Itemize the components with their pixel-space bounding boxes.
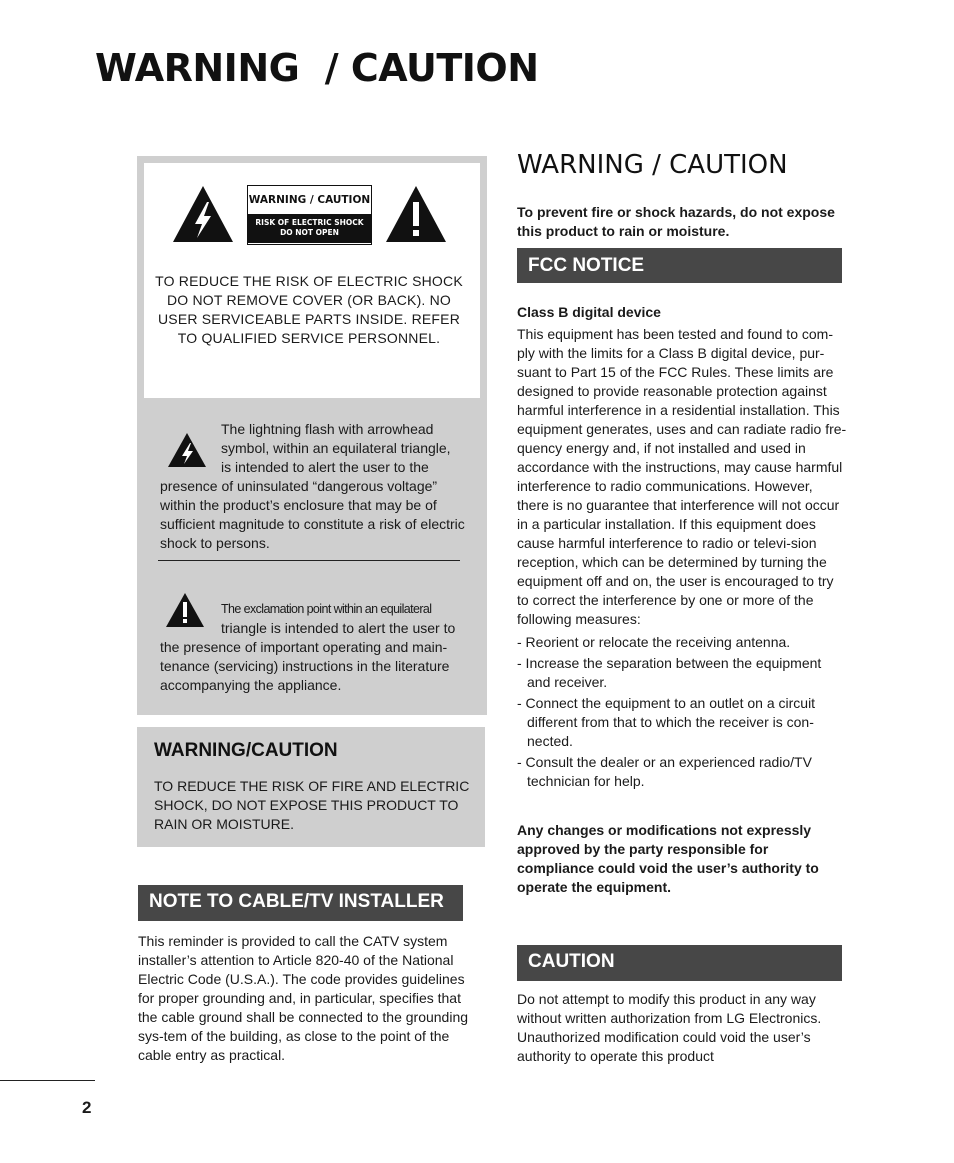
fcc-body-text: This equipment has been tested and found to com-ply with the limits for a Class B digital device, pur-suant to Part 15 of the FCC Rules. These limits are designed to provide reasonable protection against harmful interference in a residential installation. This equipment generates, uses and can radiate radio fre-quency energy and, if not installed and used in accordance with the instructions, may cause harmful interference to radio communications. However, there is no guarantee that interference will not occur in a particular installation. If this equipment does cause harmful interference to radio or televi-sion reception, which can be determined by turning the equipment off and on, the user is encouraged to try to correct the interference by one or more of the following measures: xyxy=(517,326,847,627)
intro-text: To prevent fire or shock hazards, do not expose this product to rain or moisture. xyxy=(517,204,835,239)
page-number: 2 xyxy=(82,1098,92,1117)
footer-divider xyxy=(0,1080,95,1081)
caution-text: Do not attempt to modify this product in any way without written authorization from LG Electronics. Unauthorized modification could void the user’s authority to operate this product xyxy=(517,991,822,1064)
list-item: - Increase the separation between the equipment and receiver. xyxy=(517,655,822,690)
list-item: - Connect the equipment to an outlet on a circuit different from that to which the receiver is con-nected. xyxy=(517,695,816,749)
divider xyxy=(158,560,460,561)
fcc-notice-heading: FCC NOTICE xyxy=(517,248,842,283)
fcc-changes-warning: Any changes or modifications not expressly approved by the party responsible for compliance could void the user’s authority to operate the equipment. xyxy=(517,822,819,895)
cable-installer-text: This reminder is provided to call the CATV system installer’s attention to Article 820-40 of the National Electric Code (U.S.A.). The code provides guidelines for proper grounding and, in particular, specifies that the cable ground shall be connected to the grounding sys-tem of the building, as close to the point of the cable entry as practical. xyxy=(138,933,469,1063)
fcc-measures-list xyxy=(517,633,847,793)
warning-caution-text: TO REDUCE THE RISK OF FIRE AND ELECTRIC SHOCK, DO NOT EXPOSE THIS PRODUCT TO RAIN OR MOISTURE. xyxy=(154,778,470,832)
fcc-subheading: Class B digital device xyxy=(517,304,661,320)
shock-notice: TO REDUCE THE RISK OF ELECTRIC SHOCK DO NOT REMOVE COVER (OR BACK). NO USER SERVICEABLE PARTS INSIDE. REFER TO QUALIFIED SERVICE PERSONNEL. xyxy=(155,273,463,346)
warning-label-title: WARNING / CAUTION xyxy=(248,186,371,214)
caution-heading: CAUTION xyxy=(517,945,842,981)
warning-label xyxy=(247,185,372,245)
cable-installer-heading: NOTE TO CABLE/TV INSTALLER xyxy=(138,885,463,921)
warning-label-subtitle: RISK OF ELECTRIC SHOCK DO NOT OPEN xyxy=(248,214,371,243)
warning-caution-title: WARNING/CAUTION xyxy=(154,740,338,761)
section-title: WARNING / CAUTION xyxy=(517,150,788,180)
exclamation-description: The exclamation point within an equilateral triangle is intended to alert the user to the presence of important operating and main-tenance (servicing) instructions in the literature accompanying the appliance. xyxy=(160,602,456,693)
exclamation-triangle-icon xyxy=(384,184,448,244)
list-item: - Reorient or relocate the receiving antenna. xyxy=(517,634,791,650)
lightning-description: The lightning flash with arrowhead symbol, within an equilateral triangle, is intended to alert the user to the presence of uninsulated “dangerous voltage” within the product’s enclosure that may be of sufficient magnitude to constitute a risk of electric shock to persons. xyxy=(160,421,465,551)
lightning-triangle-icon xyxy=(171,184,235,244)
page-title: WARNING / CAUTION xyxy=(95,46,539,90)
list-item: - Consult the dealer or an experienced radio/TV technician for help. xyxy=(517,754,812,789)
